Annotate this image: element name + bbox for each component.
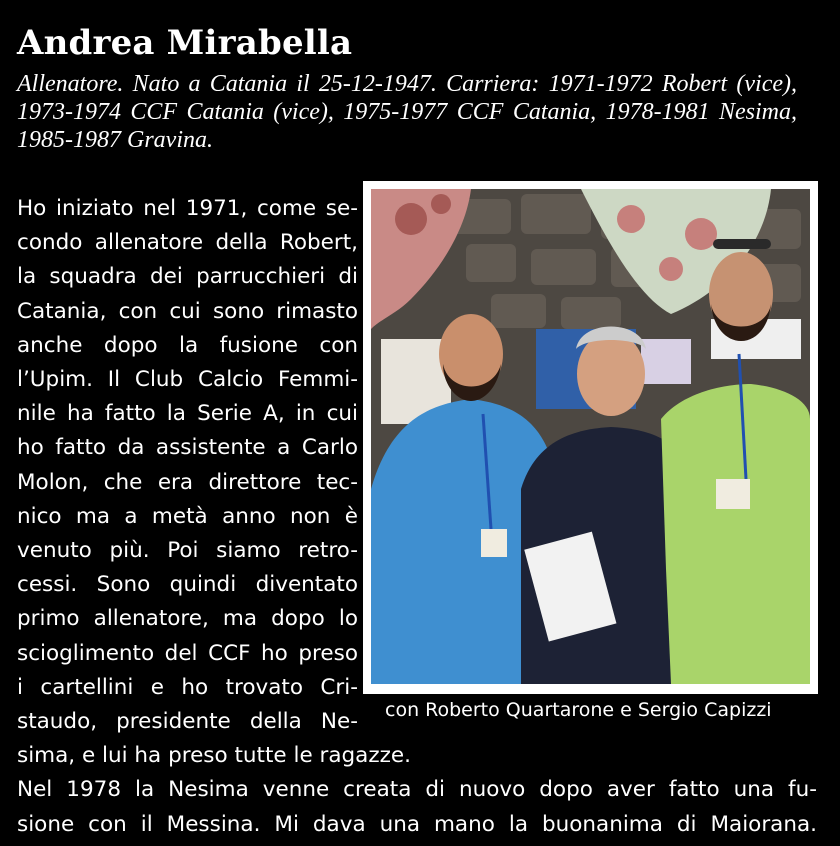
body-line: nico ma a metà anno non è [17,503,358,529]
body-line: i cartellini e ho trovato Cri- [17,674,358,700]
body-line: staudo, presidente della Ne- [17,709,358,735]
body-line: anche dopo la fusione con [17,332,358,358]
body-line: sima, e lui ha preso tutte le ragazze. [17,743,411,769]
body-line: ho fatto da assistente a Carlo [17,435,358,461]
photo-frame [363,181,818,694]
photo-caption: con Roberto Quartarone e Sergio Capizzi [385,699,772,721]
body-line: nile ha fatto la Serie A, in cui [17,401,358,427]
profile-summary: Allenatore. Nato a Catania il 25-12-1947. Carriera: 1971-1972 Robert (vice), 1973-1974 CCF Catania (vice), 1975-1977 CCF Catania, 1978-1981 Nesima, 1985-1987 Gravina. [17,71,797,153]
group-photo [371,189,810,684]
body-line: Nel 1978 la Nesima venne creata di nuovo dopo aver fatto una fu- [17,777,817,803]
group-photo-illustration [371,189,810,684]
body-line: la squadra dei parrucchieri di [17,264,358,290]
body-line: sione con il Messina. Mi dava una mano la buonanima di Maiorana. [17,811,817,837]
page-title: Andrea Mirabella [17,23,353,63]
body-line: scioglimento del CCF ho preso [17,640,358,666]
body-line: Ho iniziato nel 1971, come se- [17,196,358,221]
body-line: l’Upim. Il Club Calcio Femmi- [17,367,358,393]
body-line: Catania, con cui sono rimasto [17,298,358,324]
body-line: cessi. Sono quindi diventato [17,572,358,598]
body-line: condo allenatore della Robert, [17,230,358,256]
body-line: primo allenatore, ma dopo lo [17,606,358,632]
body-line: Molon, che era direttore tec- [17,469,358,495]
body-line: venuto più. Poi siamo retro- [17,538,358,564]
